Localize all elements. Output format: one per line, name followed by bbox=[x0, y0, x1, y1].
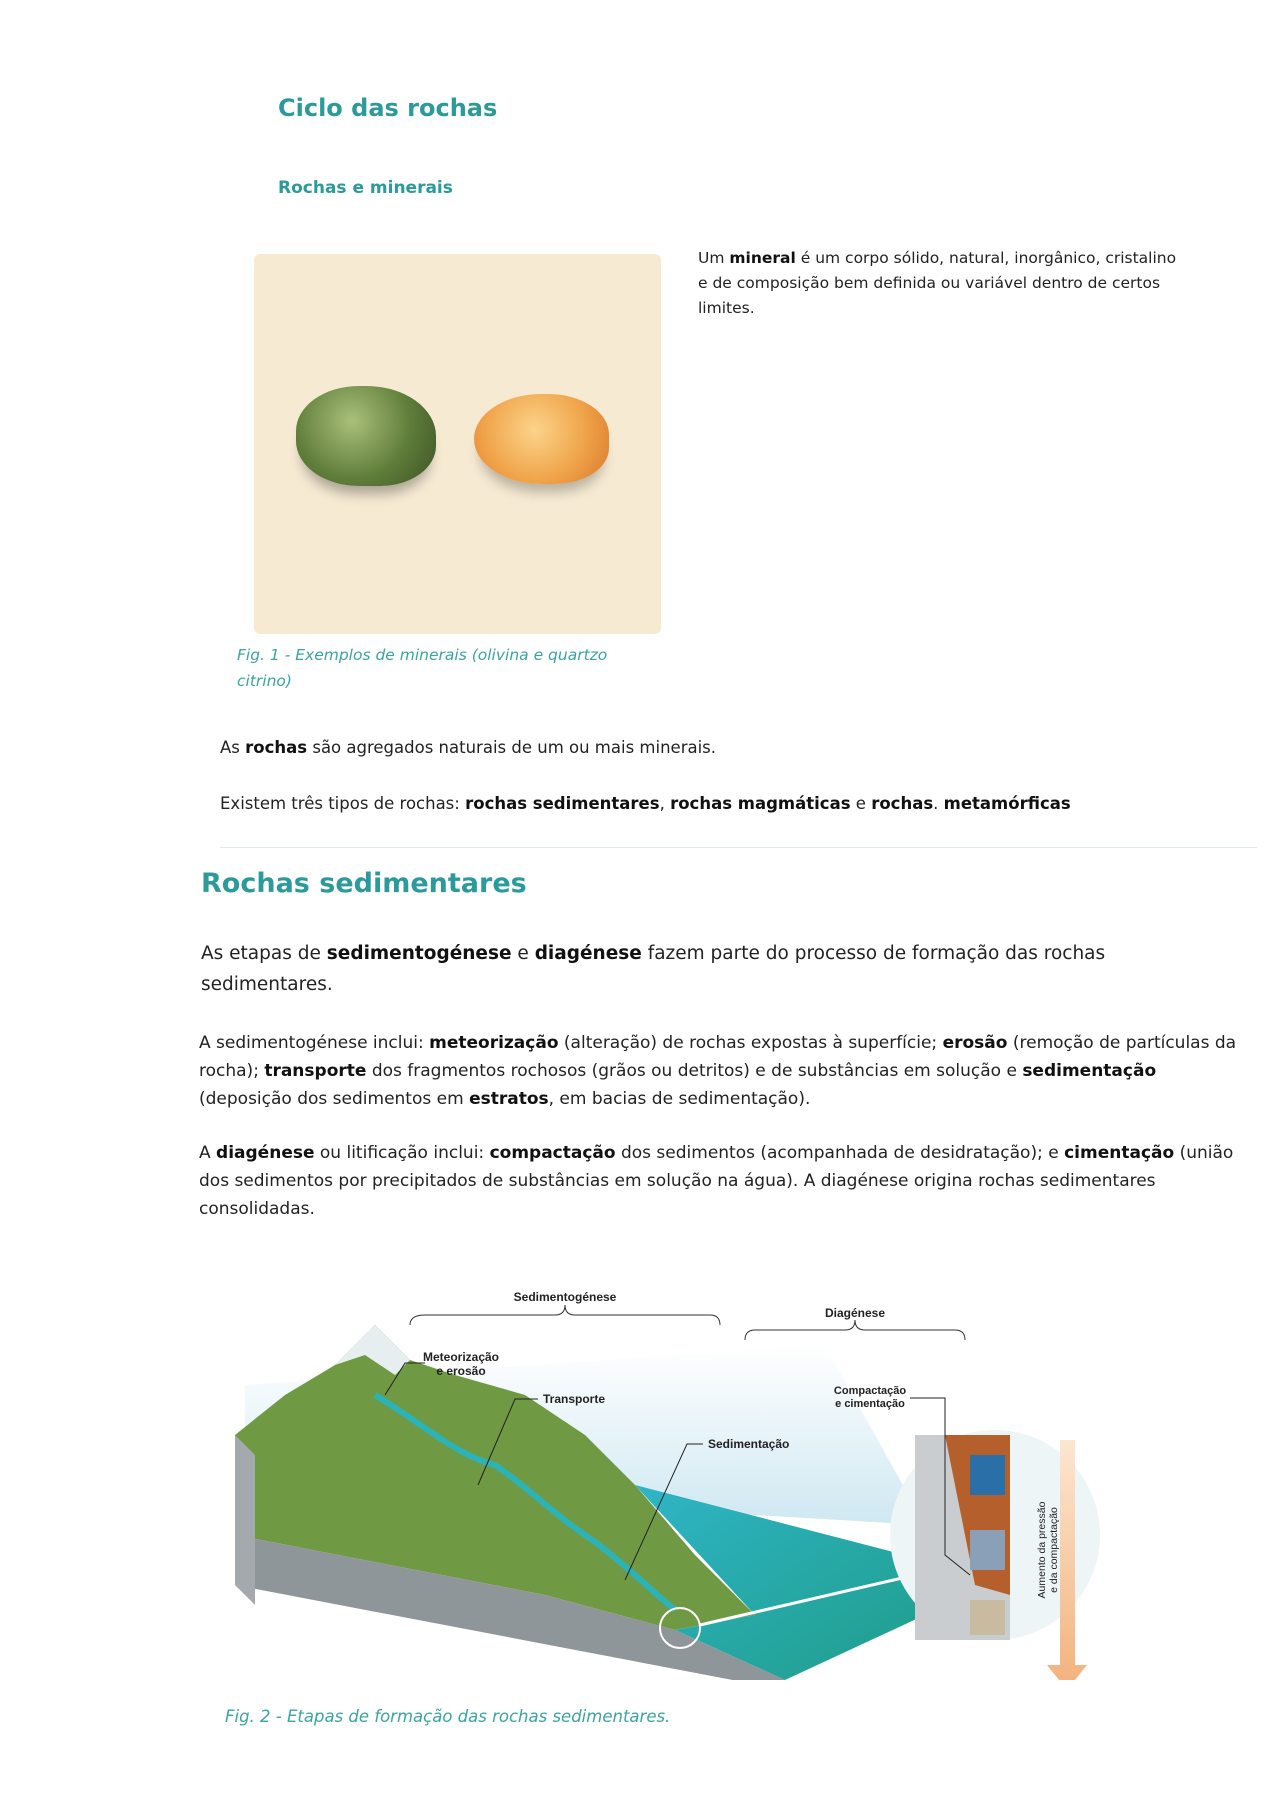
figure-2-caption: Fig. 2 - Etapas de formação das rochas sedimentares. bbox=[225, 1707, 671, 1726]
page-title: Ciclo das rochas bbox=[278, 94, 498, 122]
figure-1-caption: Fig. 1 - Exemplos de minerais (olivina e quartzo citrino) bbox=[237, 646, 608, 690]
minerals-image bbox=[254, 254, 661, 634]
rock-types: Existem três tipos de rochas: rochas sedimentares, rochas magmáticas e rochas. metamórficas bbox=[220, 794, 1071, 813]
label-transporte: Transporte bbox=[543, 1392, 606, 1406]
grains-cemented bbox=[970, 1600, 1005, 1635]
section-heading: Rochas sedimentares bbox=[201, 868, 527, 899]
label-meteorizacao-2: e erosão bbox=[436, 1364, 486, 1378]
diagenese-brace bbox=[745, 1320, 965, 1340]
olivine-rock bbox=[296, 386, 436, 486]
label-sedimentacao: Sedimentação bbox=[708, 1437, 790, 1451]
mineral-definition: Um mineral é um corpo sólido, natural, inorgânico, cristalino e de composição bem definida ou variável dentro de certos limites. bbox=[698, 249, 1177, 317]
section-subtitle: Rochas e minerais bbox=[278, 178, 453, 198]
label-diagenese: Diagénese bbox=[824, 1306, 886, 1320]
intro-paragraph: As etapas de sedimentogénese e diagénese fazem parte do processo de formação das rochas sedimentares. bbox=[201, 943, 1106, 995]
rock-side bbox=[235, 1435, 255, 1605]
grains-loose bbox=[970, 1455, 1005, 1495]
label-pressao-1: Aumento da pressão bbox=[1036, 1501, 1048, 1599]
label-compactacao-2: e cimentação bbox=[835, 1398, 905, 1410]
divider bbox=[220, 847, 1257, 848]
diagenese-paragraph: A diagénese ou litificação inclui: compactação dos sedimentos (acompanhada de desidratação); e cimentação (união dos sedimentos por precipitados de substâncias em solução na água). A diagénese origina rochas sedimentares consolidadas. bbox=[199, 1143, 1234, 1219]
sedimentogenese-brace bbox=[410, 1305, 720, 1325]
rochas-definition: As rochas são agregados naturais de um ou mais minerais. bbox=[220, 738, 717, 757]
label-pressao-2: e da compactação bbox=[1048, 1507, 1060, 1593]
label-sedimentogenese: Sedimentogénese bbox=[513, 1290, 617, 1304]
label-compactacao-1: Compactação bbox=[833, 1385, 907, 1397]
citrine-rock bbox=[474, 394, 609, 484]
sedimentogenese-paragraph: A sedimentogénese inclui: meteorização (alteração) de rochas expostas à superfície; erosão (remoção de partículas da rocha); transporte dos fragmentos rochosos (grãos ou detritos) e de substâncias em solução e sedimentação (deposição dos sedimentos em estratos, em bacias de sedimentação). bbox=[199, 1033, 1237, 1109]
label-meteorizacao-1: Meteorização bbox=[422, 1350, 500, 1364]
sedimentary-formation-diagram bbox=[225, 1285, 1185, 1680]
grains-compacted bbox=[970, 1530, 1005, 1570]
